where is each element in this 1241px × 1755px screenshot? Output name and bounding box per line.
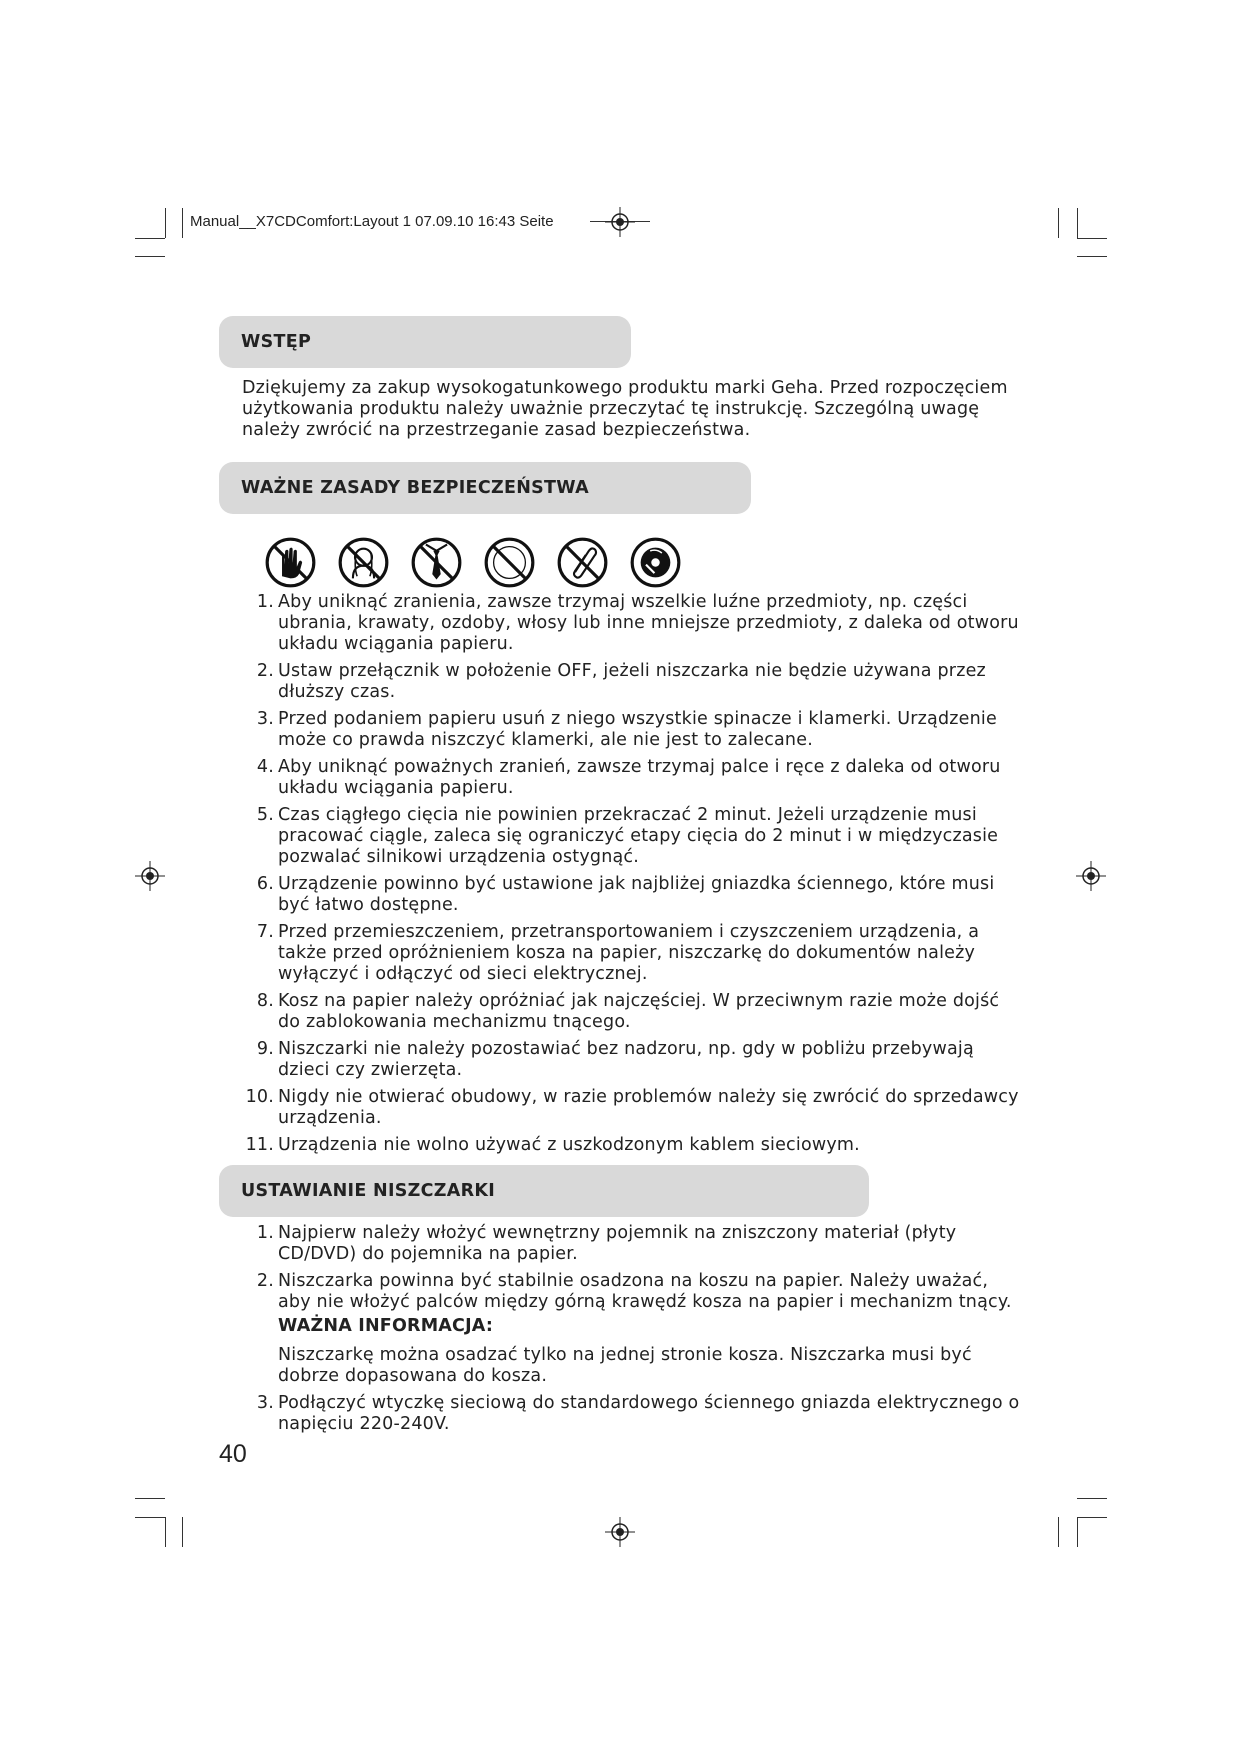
print-slug: Manual__X7CDComfort:Layout 1 07.09.10 16:43 Seite xyxy=(190,213,554,230)
no-objects-icon xyxy=(483,536,536,589)
list-item: 3. Podłączyć wtyczkę sieciową do standardowego ściennego gniazda elektrycznego o napięciu 220-240V. xyxy=(256,1393,1020,1434)
list-item: 2. Ustaw przełącznik w położenie OFF, jeżeli niszczarka nie będzie używana przez dłuższy czas. xyxy=(256,661,986,702)
list-item: 6. Urządzenie powinno być ustawione jak najbliżej gniazdka ściennego, które musi być łatwo dostępne. xyxy=(256,874,995,915)
registration-mark-icon xyxy=(135,861,165,891)
safety-icons-row xyxy=(264,536,682,589)
no-hands-icon xyxy=(264,536,317,589)
crop-mark xyxy=(1077,1517,1078,1547)
crop-mark xyxy=(135,1498,165,1499)
list-item: 9. Niszczarki nie należy pozostawiać bez nadzoru, np. gdy w pobliżu przebywają dzieci czy zwierzęta. xyxy=(256,1039,974,1080)
crop-mark xyxy=(1058,1517,1059,1547)
list-item: 10. Nigdy nie otwierać obudowy, w razie problemów należy się zwrócić do sprzedawcy urządzenia. xyxy=(245,1087,1019,1128)
registration-mark-icon xyxy=(605,1517,635,1547)
page-number: 40 xyxy=(219,1440,247,1468)
crop-mark xyxy=(1077,256,1107,257)
crop-mark xyxy=(135,1517,165,1518)
list-item: 11. Urządzenia nie wolno używać z uszkodzonym kablem sieciowym. xyxy=(245,1135,860,1155)
registration-mark-icon xyxy=(605,207,635,237)
list-item: 7. Przed przemieszczeniem, przetransportowaniem i czyszczeniem urządzenia, a także przed opróżnieniem kosza na papier, niszczarkę do dokumentów należy wyłączyć i odłączyć od sieci elektrycznej. xyxy=(256,922,980,984)
crop-mark xyxy=(182,208,183,238)
crop-mark xyxy=(165,208,166,238)
registration-mark-icon xyxy=(1076,861,1106,891)
list-item: 3. Przed podaniem papieru usuń z niego wszystkie spinacze i klamerki. Urządzenie może co prawda niszczyć klamerki, ale nie jest to zalecane. xyxy=(256,709,997,750)
crop-mark xyxy=(135,256,165,257)
list-item: 5. Czas ciągłego cięcia nie powinien przekraczać 2 minut. Jeżeli urządzenie musi pracować ciągle, zaleca się ograniczyć etapy cięcia do 2 minut i w międzyczasie pozwalać silnikowi urządzenia ostygnąć. xyxy=(256,805,999,867)
section-intro-header: WSTĘP xyxy=(219,316,631,368)
safety-list xyxy=(242,592,1022,1162)
crop-mark xyxy=(1077,238,1107,239)
list-item: 1. Aby uniknąć zranienia, zawsze trzymaj wszelkie luźne przedmioty, np. części ubrania, krawaty, ozdoby, włosy lub inne mniejsze przedmioty, z daleka od otworu układu wciągania papieru. xyxy=(256,592,1019,654)
list-item: 1. Najpierw należy włożyć wewnętrzny pojemnik na zniszczony materiał (płyty CD/DVD) do pojemnika na papier. xyxy=(256,1223,957,1264)
crop-mark xyxy=(1077,208,1078,238)
important-note-title: WAŻNA INFORMACJA: xyxy=(278,1316,494,1336)
crop-mark xyxy=(165,1517,166,1547)
no-hair-icon xyxy=(337,536,390,589)
intro-paragraph: Dziękujemy za zakup wysokogatunkowego produktu marki Geha. Przed rozpoczęciem użytkowania produktu należy uważnie przeczytać tę instrukcję. Szczególną uwagę należy zwrócić na przestrzeganie zasad bezpieczeństwa. xyxy=(242,378,1008,440)
crop-mark xyxy=(135,238,165,239)
important-note-text: Niszczarkę można osadzać tylko na jednej stronie kosza. Niszczarka musi być dobrze dopasowana do kosza. xyxy=(278,1345,972,1386)
crop-mark xyxy=(1077,1517,1107,1518)
section-setup-header: USTAWIANIE NISZCZARKI xyxy=(219,1165,869,1217)
no-paperclip-icon xyxy=(556,536,609,589)
list-item: 2. Niszczarka powinna być stabilnie osadzona na koszu na papier. Należy uważać, aby nie włożyć palców między górną krawędź kosza na papier i mechanizm tnący. WAŻNA INFORMACJA: Niszczarkę można osadzać tylko na jednej stronie kosza. Niszczarka musi być dobrze dopasowana do kosza. xyxy=(242,1271,1022,1387)
cd-icon xyxy=(629,536,682,589)
list-item: 4. Aby uniknąć poważnych zranień, zawsze trzymaj palce i ręce z daleka od otworu układu wciągania papieru. xyxy=(256,757,1001,798)
list-item: 8. Kosz na papier należy opróżniać jak najczęściej. W przeciwnym razie może dojść do zablokowania mechanizmu tnącego. xyxy=(256,991,1000,1032)
no-tie-icon xyxy=(410,536,463,589)
crop-mark xyxy=(1077,1498,1107,1499)
crop-mark xyxy=(182,1517,183,1547)
setup-list xyxy=(242,1223,1022,1441)
crop-mark xyxy=(1058,208,1059,238)
section-safety-header: WAŻNE ZASADY BEZPIECZEŃSTWA xyxy=(219,462,751,514)
